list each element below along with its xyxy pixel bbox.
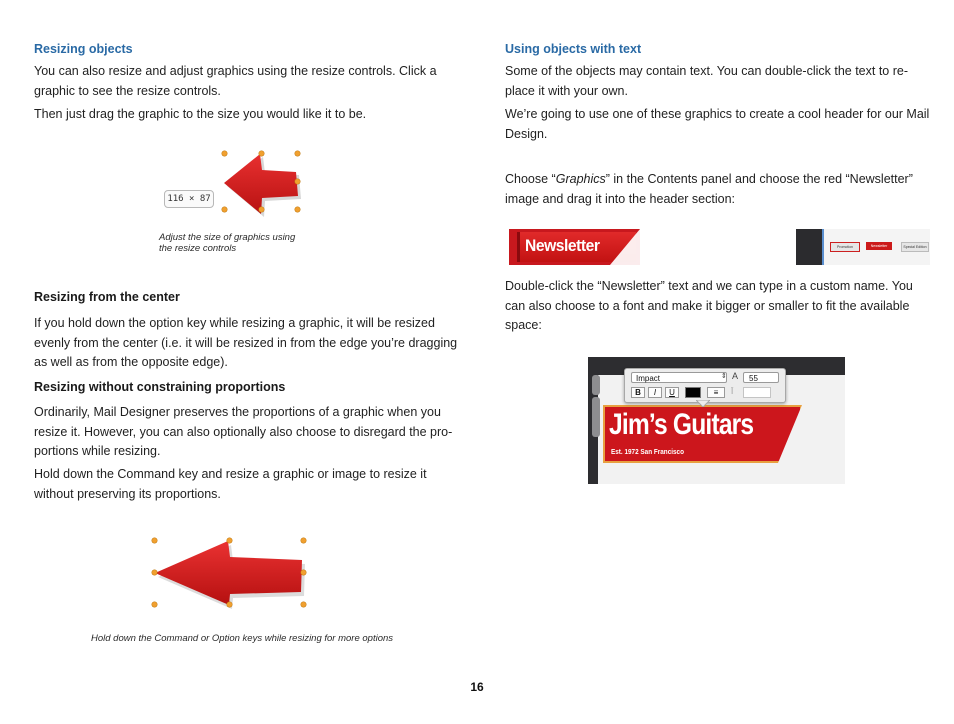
- section-heading-resizing-objects: Resizing objects: [34, 42, 133, 56]
- italic-button[interactable]: I: [648, 387, 662, 398]
- editor-side-tab: [592, 375, 600, 395]
- text-line: We’re going to use one of these graphics to create a cool header for our Mail: [505, 107, 930, 121]
- bold-button[interactable]: B: [631, 387, 645, 398]
- size-readout-badge: 116 × 87: [164, 190, 214, 208]
- section-heading-using-text: Using objects with text: [505, 42, 642, 56]
- jims-guitars-title[interactable]: Jim’s Guitars: [609, 408, 754, 441]
- text-line: Double-click the “Newsletter” text and we can type in a custom name. You: [505, 279, 913, 293]
- text-line: Design.: [505, 126, 548, 141]
- text-line: can also choose to a font and make it bigger or smaller to fit the available: [505, 298, 910, 313]
- text-line: resize it. However, you can also optionally also choose to disregard the pro-: [34, 424, 453, 439]
- text-line: as well as from the opposite edge).: [34, 355, 228, 369]
- text-line: Hold down the Command key and resize a graphic or image to resize it: [34, 467, 427, 481]
- section-heading-resizing-center: Resizing from the center: [34, 290, 180, 304]
- resize-handle[interactable]: [301, 538, 306, 543]
- newsletter-banner-graphic[interactable]: [509, 229, 640, 265]
- font-family-select[interactable]: Impact: [631, 372, 727, 383]
- double-click-paragraph: [505, 277, 913, 336]
- resize-handle[interactable]: [152, 538, 157, 543]
- drag-paragraph: Then just drag the graphic to the size you would like it to be.: [34, 107, 367, 121]
- chevron-updown-icon[interactable]: ⇕: [721, 373, 727, 380]
- caption-line: Adjust the size of graphics using: [159, 232, 296, 243]
- text-line: space:: [505, 318, 542, 332]
- text-line: image and drag it into the header section:: [505, 191, 736, 206]
- preview-tab-promotion: Promotion: [830, 242, 860, 252]
- resize-handle[interactable]: [301, 602, 306, 607]
- underline-button[interactable]: U: [665, 387, 679, 398]
- page-number: 16: [470, 680, 484, 694]
- text-line: Ordinarily, Mail Designer preserves the proportions of a graphic when you: [34, 405, 441, 419]
- text-span: Choose “: [505, 172, 556, 186]
- text-line: If you hold down the option key while resizing a graphic, it will be resized: [34, 316, 435, 330]
- font-size-icon: A: [732, 371, 739, 381]
- text-line: evenly from the center (i.e. it will be resized in from the edge you’re dragging: [34, 335, 458, 350]
- resize-handle[interactable]: [301, 570, 306, 575]
- preview-tab-newsletter: Newsletter: [866, 242, 892, 250]
- figure2-caption: Hold down the Command or Option keys while resizing for more options: [91, 633, 394, 644]
- text-line: Some of the objects may contain text. You can double-click the text to re-: [505, 64, 909, 78]
- cool-header-paragraph: [505, 105, 929, 144]
- newsletter-banner-text: Newsletter: [525, 236, 600, 255]
- text-line: place it with your own.: [505, 83, 628, 98]
- preview-divider: [822, 229, 824, 265]
- resize-handle[interactable]: [152, 602, 157, 607]
- resize-handle[interactable]: [227, 602, 232, 607]
- text-line: portions while resizing.: [34, 444, 161, 458]
- caption-line: the resize controls: [159, 243, 237, 254]
- popover-pointer: [696, 400, 710, 407]
- mail-designer-preview: [796, 229, 930, 265]
- banner-swoosh-right: [778, 405, 802, 463]
- text-line: without preserving its proportions.: [34, 486, 221, 501]
- using-text-paragraph: [505, 62, 908, 101]
- text-span: ” in the Contents panel and choose the red “Newsletter”: [605, 172, 913, 186]
- choose-graphics-paragraph: [505, 170, 913, 209]
- preview-tab-special-edition: Special Edition: [901, 242, 929, 252]
- text-line: You can also resize and adjust graphics using the resize controls. Click a: [34, 64, 437, 78]
- text-color-swatch[interactable]: [685, 387, 701, 398]
- text-line: graphic to see the resize controls.: [34, 83, 221, 98]
- jims-guitars-subtitle[interactable]: Est. 1972 San Francisco: [611, 447, 685, 456]
- font-size-field[interactable]: 55: [743, 372, 779, 383]
- font-toolbar-popover: [624, 368, 786, 403]
- line-spacing-field[interactable]: [743, 387, 771, 398]
- editor-side-tab: [592, 397, 600, 437]
- align-icon[interactable]: ≡: [707, 387, 725, 398]
- preview-sidebar: [796, 229, 822, 265]
- resize-handle[interactable]: [152, 570, 157, 575]
- section-heading-proportions: Resizing without constraining proportions: [34, 380, 286, 394]
- resize-handle[interactable]: [227, 538, 232, 543]
- line-spacing-icon[interactable]: Ī: [731, 387, 734, 396]
- banner-swoosh: [610, 229, 640, 265]
- graphics-italic: Graphics: [555, 172, 606, 186]
- text-line: [505, 170, 913, 190]
